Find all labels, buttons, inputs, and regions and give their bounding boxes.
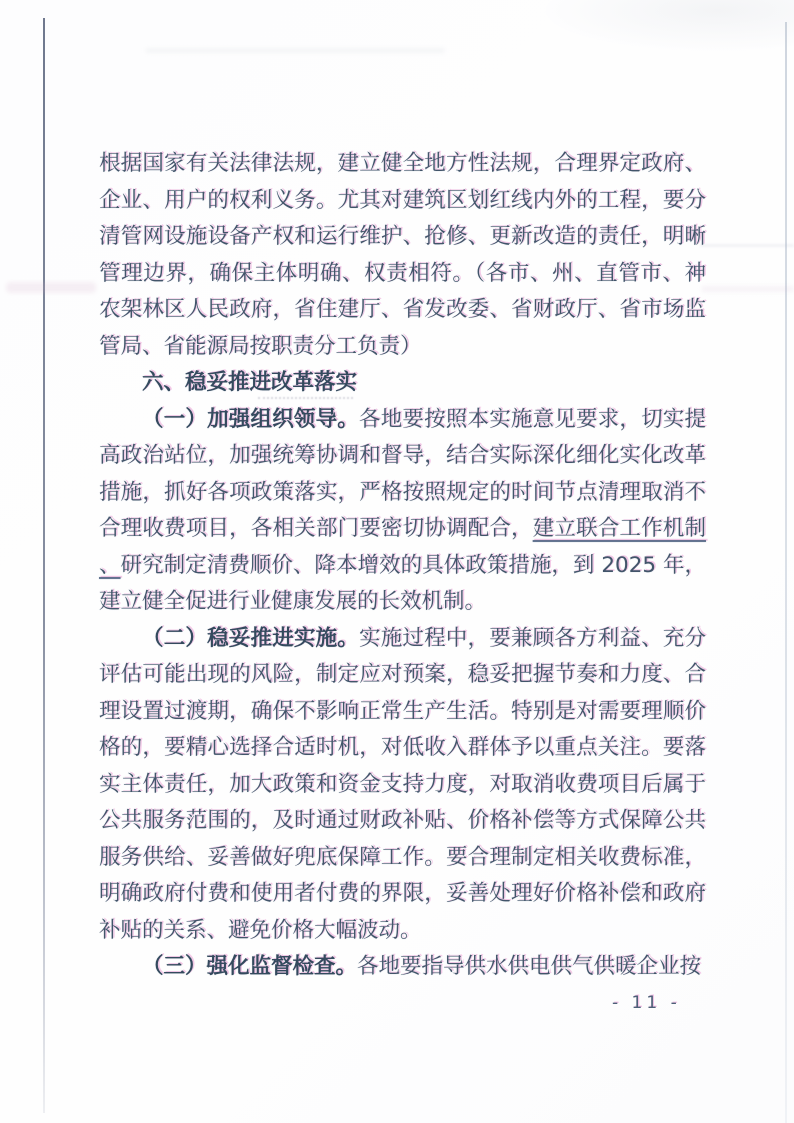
- bleedthrough-smudge-left: [6, 282, 96, 293]
- text-run: 根据国家有关法律法规，建立健全地方性法规，合理界定政府、企业、用户的权利义务。尤其对建筑区划红线内外的工程，要分清管网设施设备产权和运行维护、抢修、更新改造的责任，明晰管理边界，确保主体明确、权责相符。（各市、州、直管市、神农架林区人民政府，省住建厅、省发改委、省财政厅、省市场监管局、省能源局按职责分工负责）: [99, 151, 706, 359]
- bold-text-run: （三）强化监督检查。: [142, 954, 358, 979]
- scan-edge-right: [785, 22, 787, 1123]
- bold-text-run: （一）加强组织领导。: [142, 406, 359, 432]
- bleedthrough-smudge-right: [702, 286, 794, 292]
- scan-edge-left: [43, 18, 45, 1113]
- text-run: 各地要按照本实施意见要求，切实提高政治站位，加强统筹协调和督导，结合实际深化细化实化改革措施，抓好各项政策落实，严格按照规定的时间节点清理取消不合理收费项目，各相关部门要密切协调配合，: [99, 406, 706, 541]
- paragraph-item-3: [99, 949, 706, 986]
- text-run: 研究制定清费顺价、降本增效的具体政策措施，到 2025 年，建立健全促进行业健康发展的长效机制。: [99, 552, 706, 614]
- section-heading: [99, 365, 706, 402]
- bold-text-run: 六、稳妥推进改革落实: [142, 370, 358, 395]
- underlined-text-run: 建立联合工作机制、: [99, 516, 706, 578]
- paragraph-item-1: [99, 402, 706, 621]
- text-run: 实施过程中，要兼顾各方利益、充分评估可能出现的风险，制定应对预案，稳妥把握节奏和力度、合理设置过渡期，确保不影响正常生产生活。特别是对需要理顺价格的，要精心选择合适时机，对低收入群体予以重点关注。要落实主体责任，加大政策和资金支持力度，对取消收费项目后属于公共服务范围的，及时通过财政补贴、价格补偿等方式保障公共服务供给、妥善做好兜底保障工作。要合理制定相关收费标准，明确政府付费和使用者付费的界限，妥善处理好价格补偿和政府补贴的关系、避免价格大幅波动。: [99, 625, 706, 943]
- scan-streak-artifact: [145, 48, 445, 53]
- bleedthrough-smudge-right: [700, 244, 794, 247]
- bold-text-run: （二）稳妥推进实施。: [142, 625, 359, 651]
- page-number: - 11 -: [612, 993, 681, 1013]
- scan-wash-artifact: [540, 0, 794, 52]
- paragraph-item-2: [99, 621, 706, 950]
- document-body: [99, 146, 706, 986]
- text-run: 各地要指导供水供电供气供暖企业按: [357, 954, 702, 979]
- paragraph-continuation: [99, 146, 706, 365]
